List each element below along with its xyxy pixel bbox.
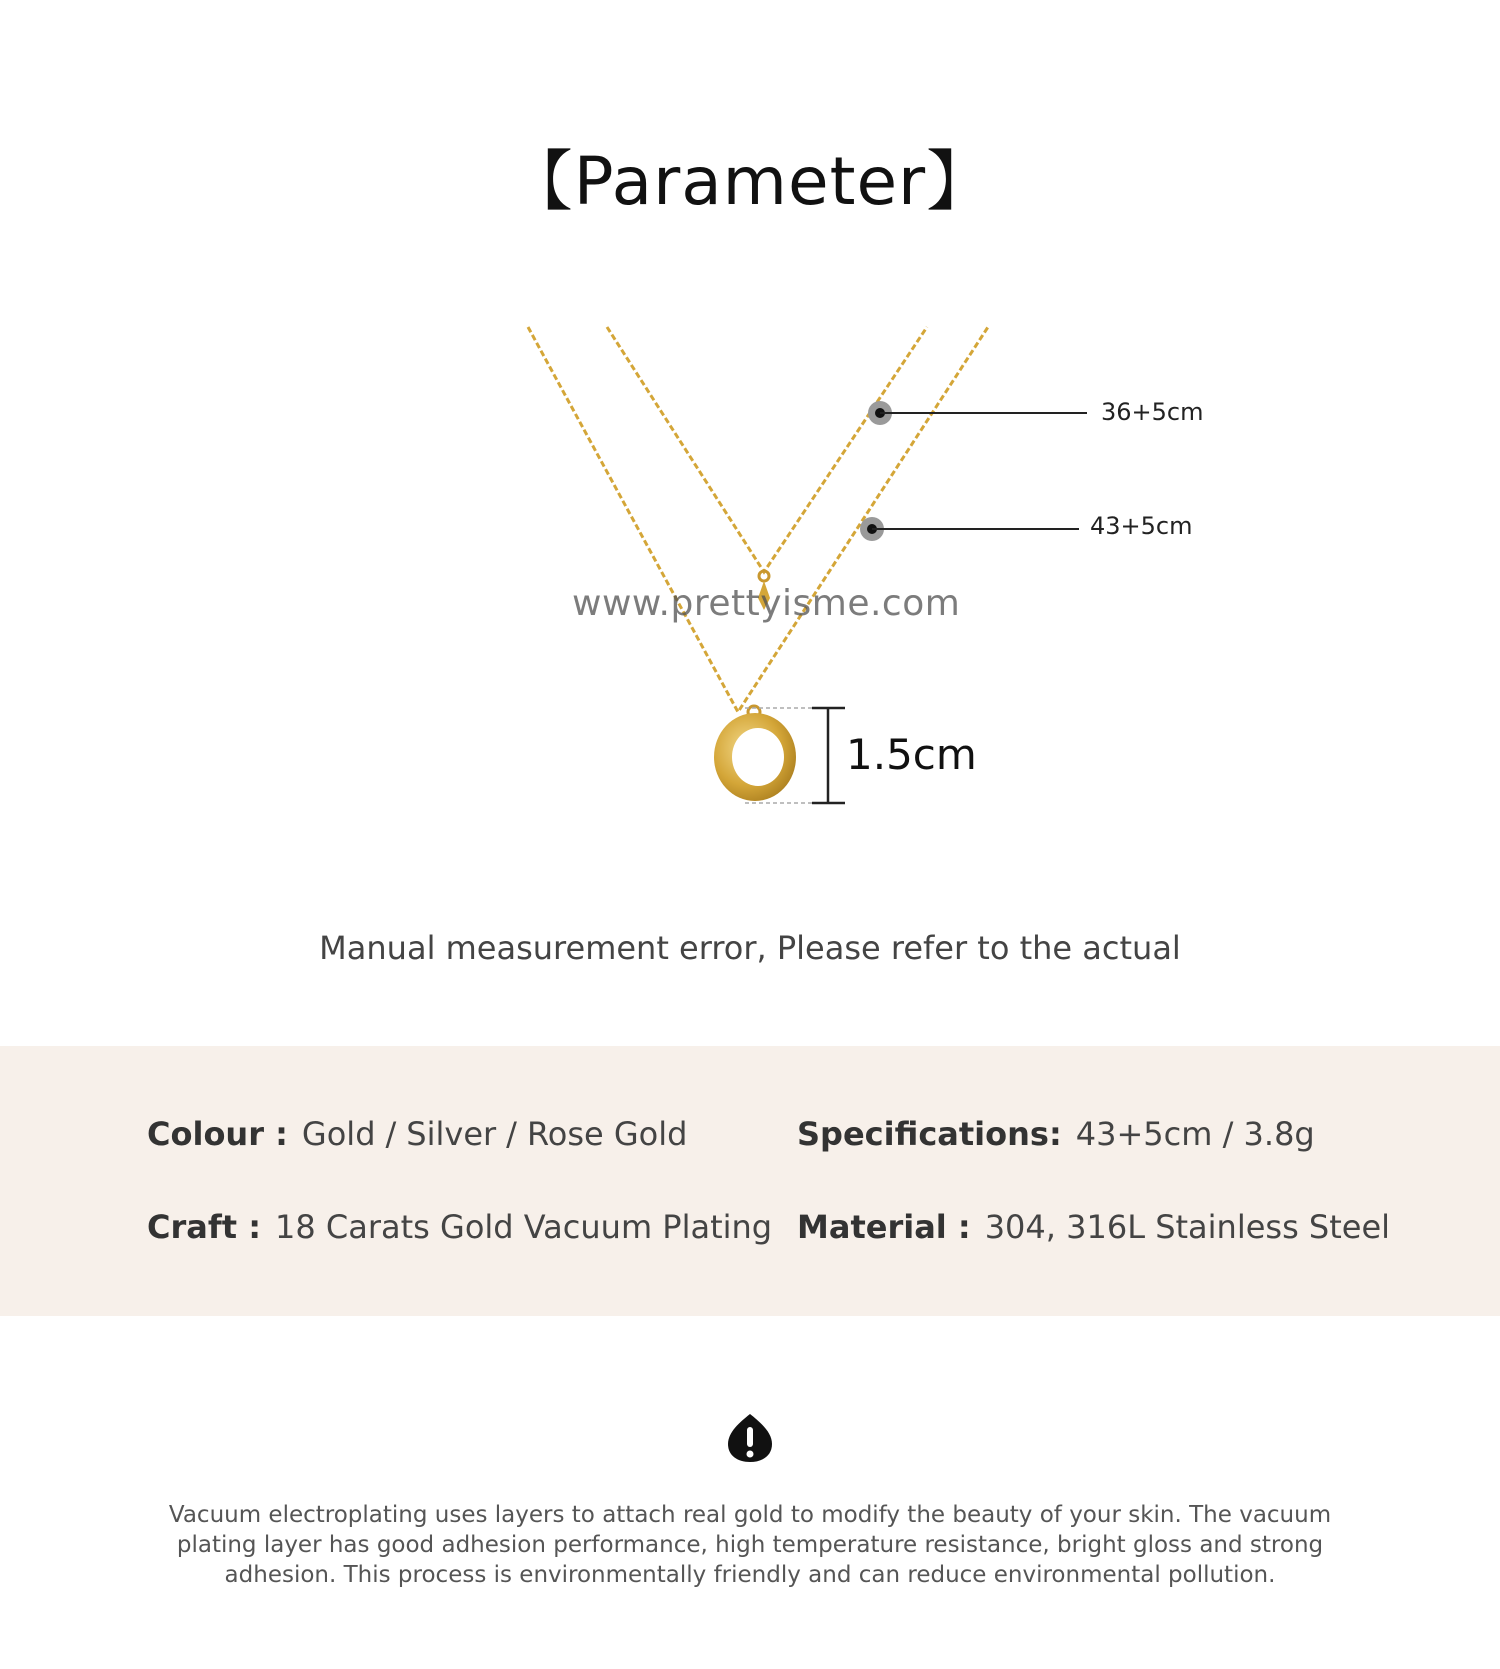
pendant-size: 1.5cm xyxy=(846,730,977,779)
watermark: www.prettyisme.com xyxy=(572,583,961,624)
spec-craft-label: Craft : xyxy=(147,1208,262,1246)
page-title: 【Parameter】 xyxy=(506,143,994,220)
plating-description: Vacuum electroplating uses layers to attach real gold to modify the beauty of your skin. The vacuum plating layer has good adhesion performance, high temperature resistance, bright gloss and strong adhesion. This process is environmentally friendly and can reduce environmental pollution. xyxy=(168,1502,1332,1588)
spec-colour xyxy=(147,1115,687,1153)
spec-material xyxy=(797,1208,1390,1246)
colour-option-gold: Gold xyxy=(301,1115,376,1153)
spec-panel xyxy=(0,1046,1500,1316)
spec-specifications-value: 43+5cm / 3.8g xyxy=(1075,1115,1315,1153)
separator: / xyxy=(506,1115,517,1153)
spec-specifications-label: Specifications: xyxy=(797,1115,1062,1153)
spec-colour-label: Colour : xyxy=(147,1115,288,1153)
inner-chain-leader xyxy=(868,401,1087,425)
spec-craft xyxy=(147,1208,772,1246)
outer-chain xyxy=(528,327,988,712)
inner-chain-length: 36+5cm xyxy=(1101,398,1204,426)
ring-pendant xyxy=(714,706,796,801)
spec-material-label: Material : xyxy=(797,1208,971,1246)
separator: / xyxy=(385,1115,397,1153)
warning-icon xyxy=(726,1412,774,1464)
colour-option-rose-gold: Rose Gold xyxy=(526,1115,688,1153)
spec-specifications xyxy=(797,1115,1315,1153)
spec-craft-value: 18 Carats Gold Vacuum Plating xyxy=(275,1208,773,1246)
spec-material-value: 304, 316L Stainless Steel xyxy=(984,1208,1391,1246)
outer-chain-leader xyxy=(860,517,1079,541)
outer-chain-length: 43+5cm xyxy=(1090,512,1193,540)
measurement-note: Manual measurement error, Please refer to the actual xyxy=(319,929,1181,967)
colour-option-silver: Silver xyxy=(406,1115,497,1153)
